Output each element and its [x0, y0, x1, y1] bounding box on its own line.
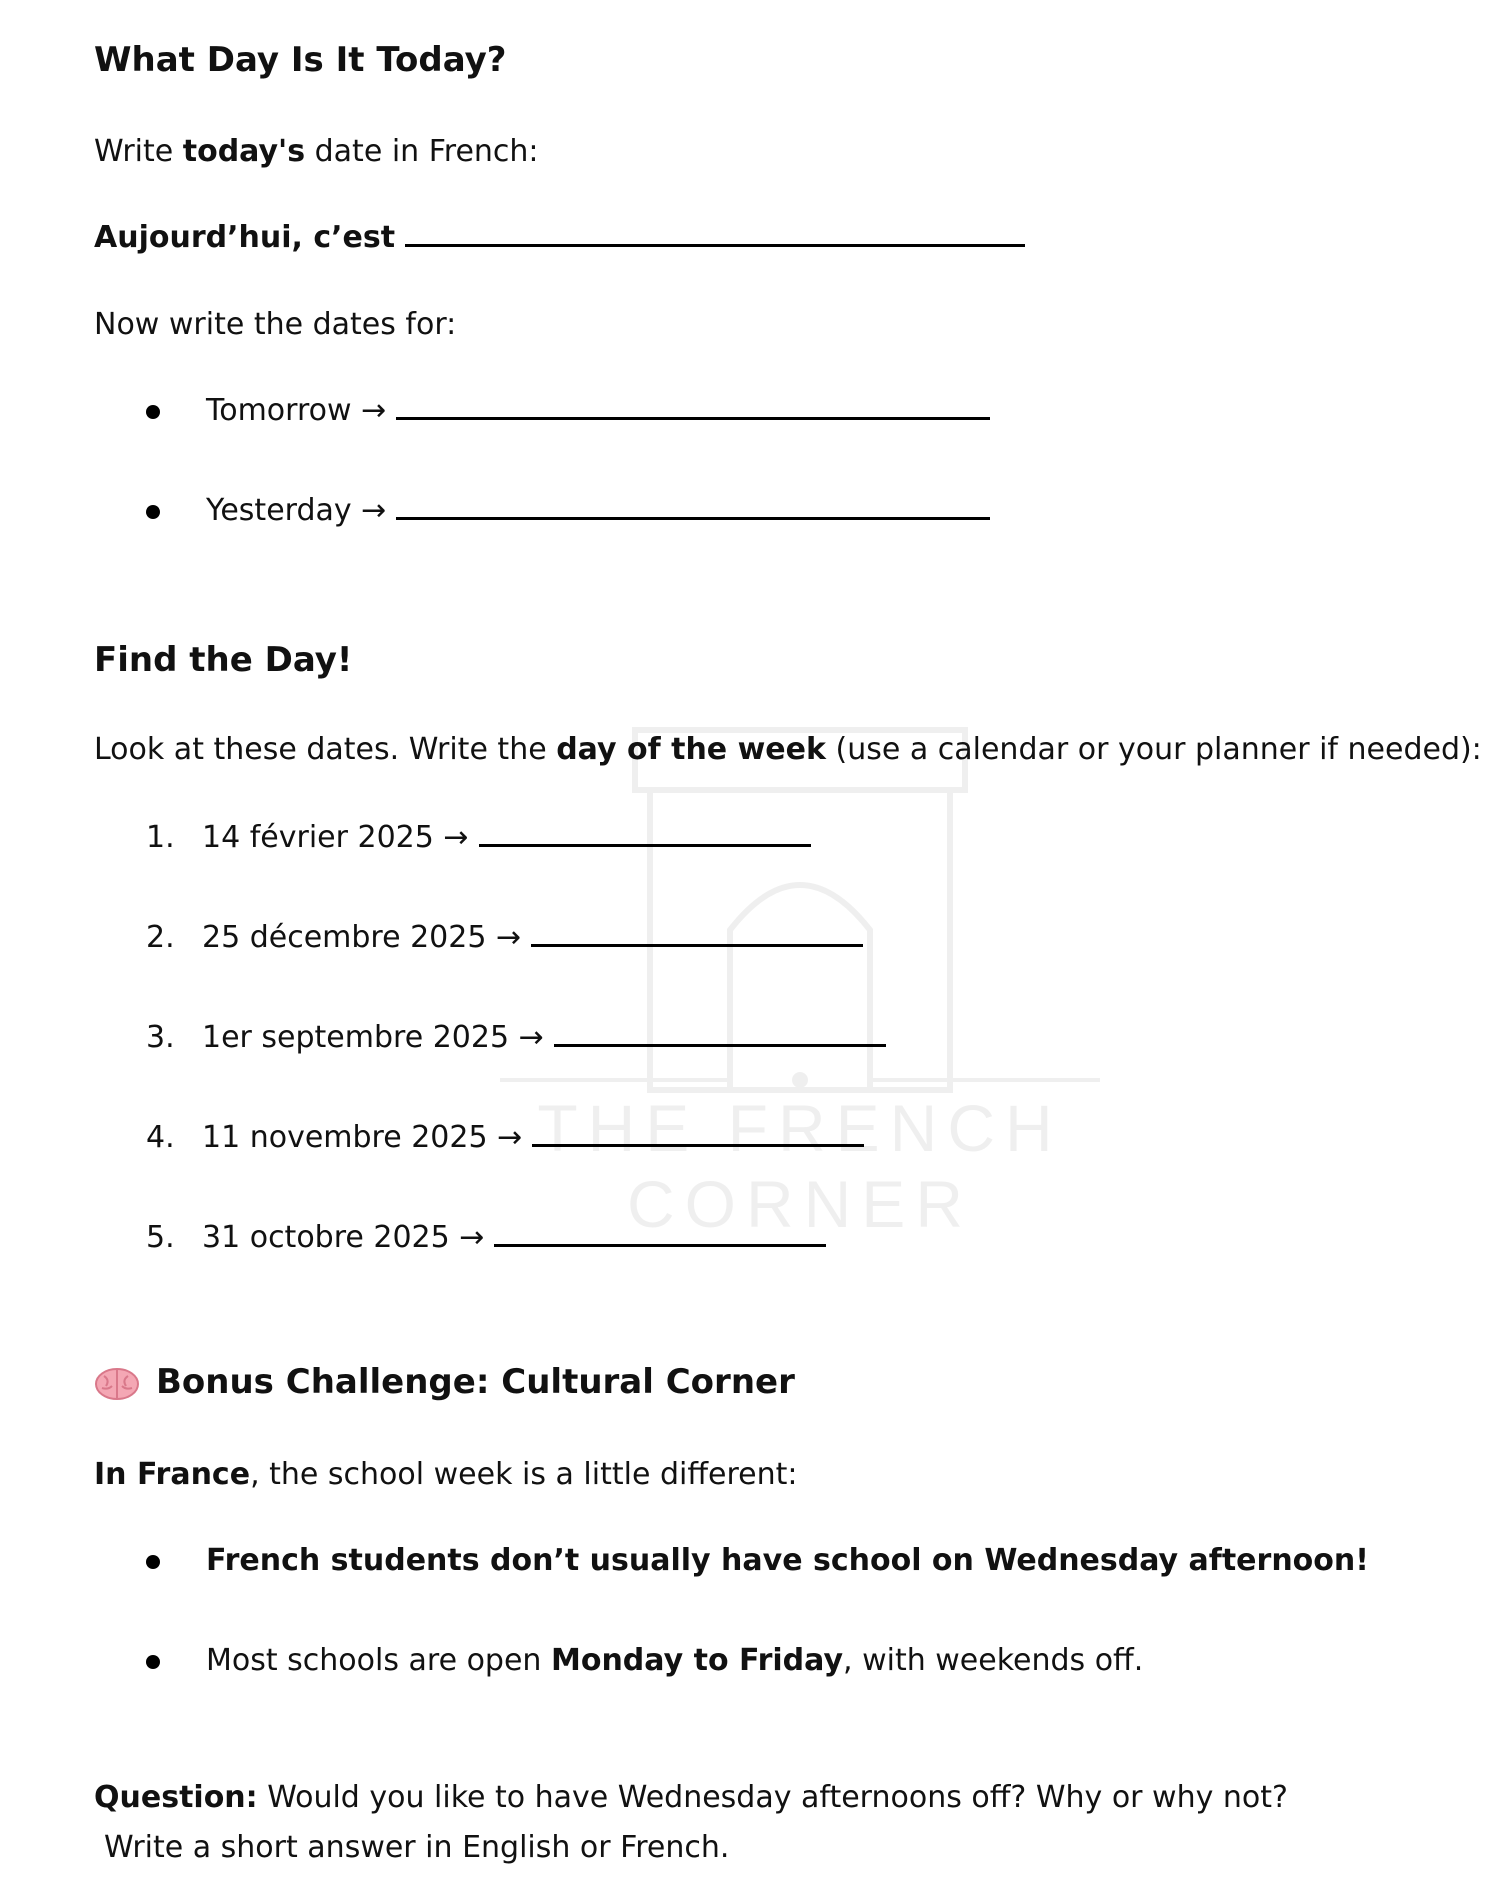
- answer-blank[interactable]: [396, 515, 990, 520]
- watermark-text: THE FRENCH CORNER: [537, 1091, 1063, 1241]
- list-item: 2. 25 décembre 2025 →: [146, 920, 863, 955]
- heading-bonus: Bonus Challenge: Cultural Corner: [94, 1362, 795, 1402]
- list-item-yesterday: Yesterday →: [146, 493, 990, 528]
- answer-blank[interactable]: [494, 1242, 826, 1247]
- list-item: 3. 1er septembre 2025 →: [146, 1020, 886, 1055]
- instruction-find-day: Look at these dates. Write the day of the week (use a calendar or your planner if needed):: [94, 732, 1482, 767]
- answer-blank[interactable]: [532, 1142, 864, 1147]
- instruction-now-write: Now write the dates for:: [94, 307, 457, 342]
- list-item-wednesday: French students don’t usually have school on Wednesday afternoon!: [146, 1543, 1369, 1578]
- list-item: 5. 31 octobre 2025 →: [146, 1220, 826, 1255]
- question-line: Question: Would you like to have Wednesday afternoons off? Why or why not?: [94, 1780, 1288, 1815]
- answer-blank[interactable]: [405, 242, 1025, 247]
- heading-find-day: Find the Day!: [94, 640, 353, 680]
- answer-blank[interactable]: [554, 1042, 886, 1047]
- heading-what-day: What Day Is It Today?: [94, 40, 507, 80]
- bullet-icon: [146, 1555, 160, 1569]
- list-item-tomorrow: Tomorrow →: [146, 393, 990, 428]
- bullet-icon: [146, 405, 160, 419]
- list-item: 4. 11 novembre 2025 →: [146, 1120, 864, 1155]
- list-item: 1. 14 février 2025 →: [146, 820, 811, 855]
- aujourdhui-line: Aujourd’hui, c’est: [94, 220, 1025, 255]
- bullet-icon: [146, 1655, 160, 1669]
- list-item-monday-friday: Most schools are open Monday to Friday, with weekends off.: [146, 1643, 1143, 1678]
- instruction-today: Write today's date in French:: [94, 134, 539, 169]
- answer-blank[interactable]: [531, 942, 863, 947]
- answer-blank[interactable]: [396, 415, 990, 420]
- brain-icon: [94, 1366, 140, 1402]
- answer-blank[interactable]: [479, 842, 811, 847]
- intro-in-france: In France, the school week is a little different:: [94, 1457, 798, 1492]
- bullet-icon: [146, 505, 160, 519]
- question-instruction: Write a short answer in English or French.: [104, 1830, 730, 1865]
